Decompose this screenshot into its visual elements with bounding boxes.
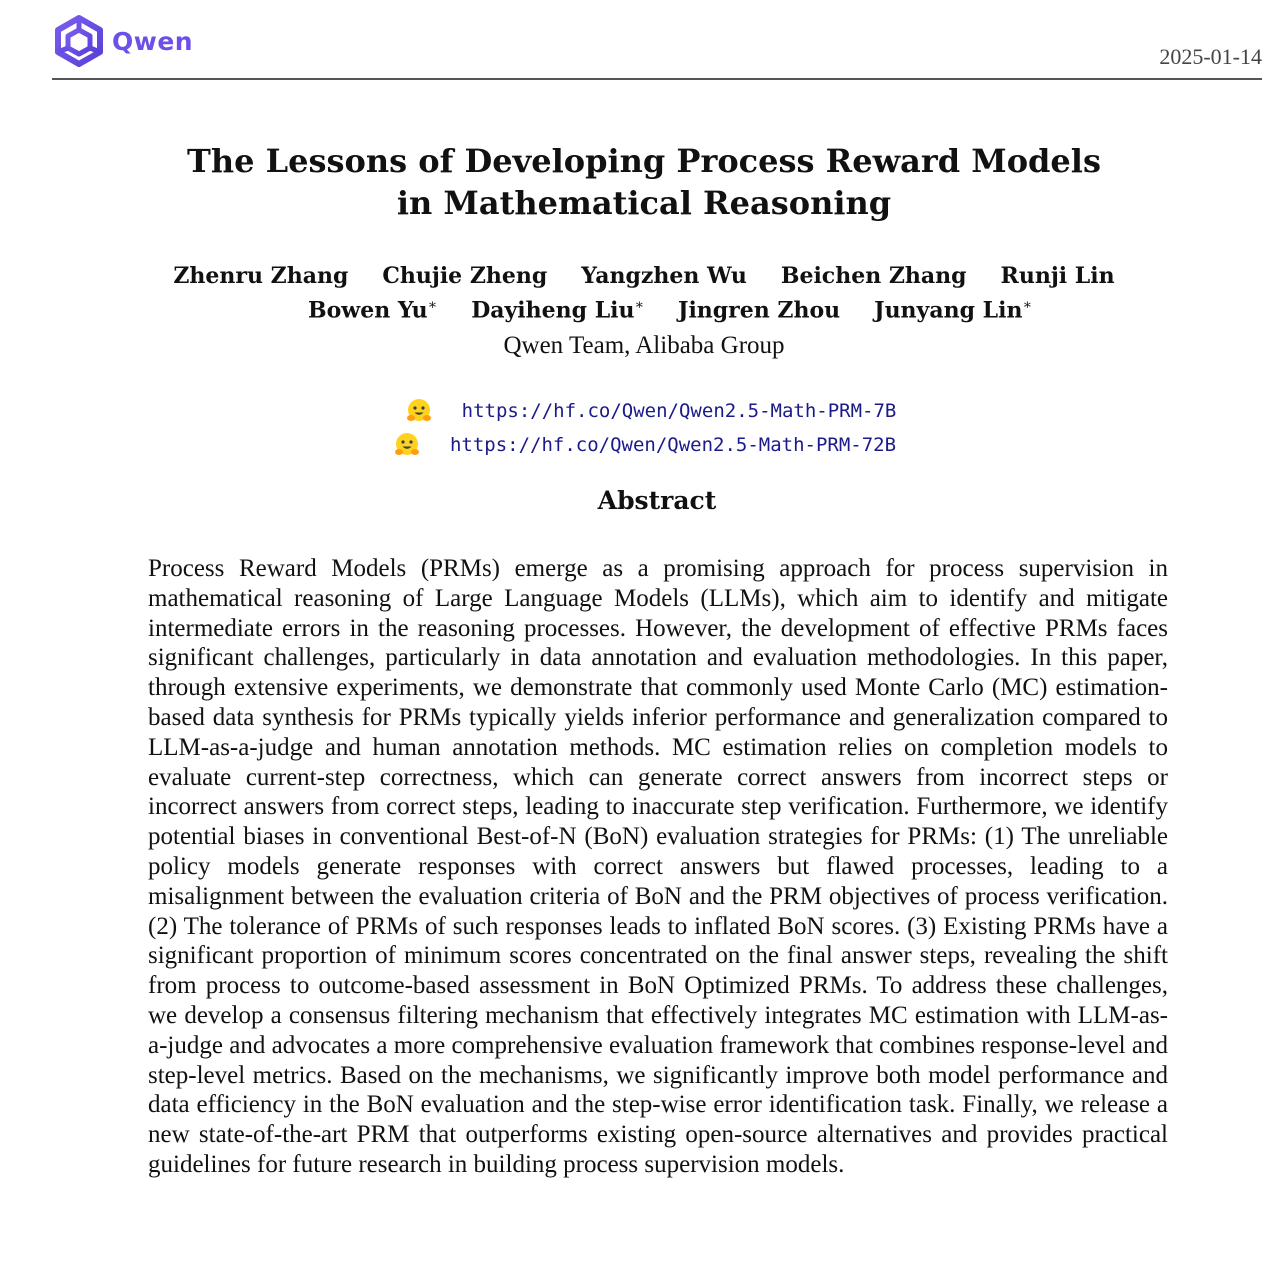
- publication-date: 2025-01-14: [1159, 44, 1262, 69]
- author-name: Dayiheng Liu: [471, 297, 635, 324]
- author-name: Jingren Zhou: [678, 297, 841, 324]
- logo-text: Qwen: [112, 26, 194, 56]
- header-rule: [52, 78, 1262, 80]
- link-row[interactable]: [0, 428, 1288, 462]
- author-row-2: [52, 291, 1288, 325]
- author-name: Bowen Yu: [308, 297, 428, 324]
- corresponding-mark: ∗: [634, 297, 645, 313]
- author: Zhenru Zhang: [173, 263, 349, 289]
- title-line-1: The Lessons of Developing Process Reward Models: [187, 142, 1101, 180]
- author: Chujie Zheng: [382, 263, 548, 289]
- abstract-heading: Abstract: [597, 486, 717, 515]
- model-link[interactable]: https://hf.co/Qwen/Qwen2.5-Math-PRM-72B: [449, 434, 897, 456]
- hugging-face-icon: [392, 430, 422, 460]
- page-header: [52, 14, 1262, 80]
- hugging-face-icon: [404, 396, 434, 426]
- author-list: [0, 262, 1288, 325]
- author: [308, 291, 437, 325]
- author: Beichen Zhang: [780, 263, 967, 289]
- abstract-text: Process Reward Models (PRMs) emerge as a promising approach for process supervision in mathematical reasoning of Large Language Models (LLMs), which aim to identify and mitigate intermediate errors in the reasoning processes. However, the development of effective PRMs faces significant challenges, particularly in data annotation and evaluation methodologies. In this paper, through extensive experiments, we demonstrate that commonly used Monte Carlo (MC) estimation-based data synthesis for PRMs typically yields inferior performance and generalization compared to LLM-as-a-judge and human annotation methods. MC estimation relies on completion models to evaluate current-step correctness, which can generate correct answers from incorrect steps or incorrect answers from correct steps, leading to inaccurate step verification. Furthermore, we identify potential biases in conventional Best-of-N (BoN) evaluation strategies for PRMs: (1) The unreliable policy models generate responses with correct answers but flawed processes, leading to a misalignment between the evaluation criteria of BoN and the PRM objectives of process verification. (2) The tolerance of PRMs of such responses leads to inflated BoN scores. (3) Existing PRMs have a significant proportion of minimum scores concentrated on the final answer steps, revealing the shift from process to outcome-based assessment in BoN Optimized PRMs. To address these challenges, we develop a consensus filtering mechanism that effectively integrates MC estimation with LLM-as-a-judge and advocates a more comprehensive evaluation framework that combines response-level and step-level metrics. Based on the mechanisms, we significantly improve both model performance and data efficiency in the BoN evaluation and the step-wise error identification task. Finally, we release a new state-of-the-art PRM that outperforms existing open-source alternatives and provides practical guidelines for future research in building process supervision models.: [148, 555, 1168, 1178]
- author: [678, 291, 840, 325]
- author-name: Junyang Lin: [874, 297, 1023, 324]
- link-row[interactable]: [12, 394, 1288, 428]
- qwen-logo: [52, 14, 193, 68]
- model-links: [0, 394, 1288, 462]
- model-link[interactable]: https://hf.co/Qwen/Qwen2.5-Math-PRM-7B: [461, 400, 897, 422]
- paper-title: [0, 140, 1288, 224]
- author: Yangzhen Wu: [581, 263, 747, 289]
- title-line-2: in Mathematical Reasoning: [396, 184, 892, 222]
- author-row-1: [0, 262, 1288, 291]
- author: [874, 291, 1032, 325]
- author: Runji Lin: [1000, 263, 1115, 289]
- author: [471, 291, 644, 325]
- affiliation: Qwen Team, Alibaba Group: [503, 332, 785, 359]
- corresponding-mark: ∗: [1022, 297, 1032, 313]
- corresponding-mark: ∗: [427, 297, 438, 313]
- qwen-logo-icon: [52, 14, 106, 68]
